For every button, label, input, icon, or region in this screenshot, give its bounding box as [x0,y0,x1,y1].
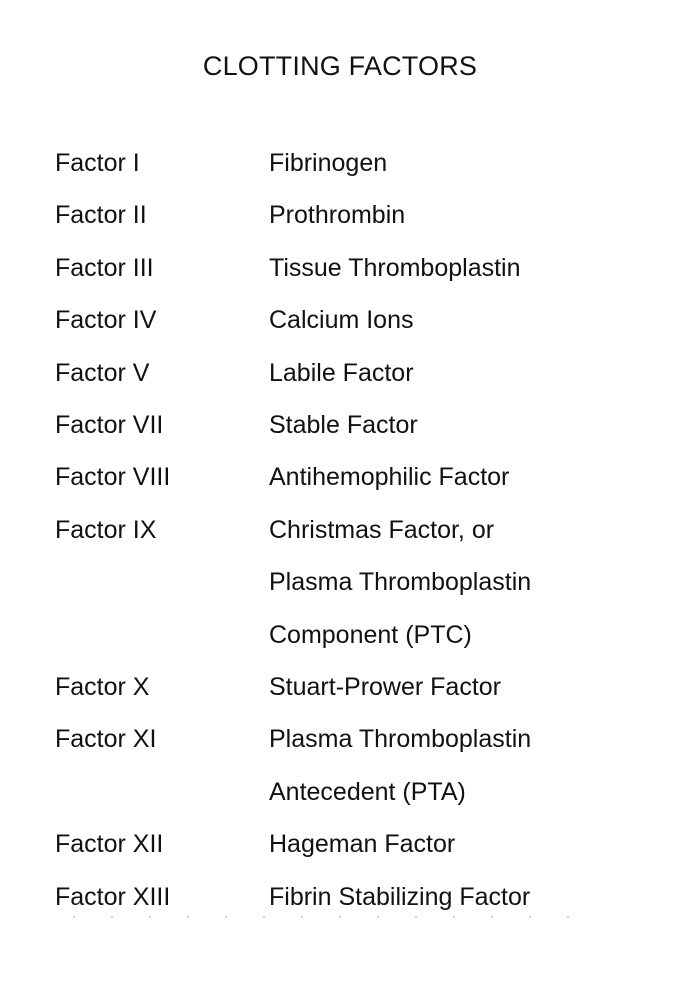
factor-description-line: Calcium Ions [269,306,414,335]
factor-description-line: Antihemophilic Factor [269,463,510,492]
factor-name: Factor V [55,358,150,387]
factor-name: Factor VII [55,411,164,440]
factor-name: Factor VIII [55,463,171,492]
factor-description-line: Fibrinogen [269,149,388,177]
table-row [55,189,655,241]
factor-description-line: Stable Factor [269,411,418,440]
factor-name: Factor IV [55,306,157,335]
factor-description-line: Antecedent (PTA) [269,777,466,806]
factor-name: Factor II [55,201,147,230]
factor-description [269,399,655,451]
factor-name: Factor X [55,673,150,702]
table-row [55,294,655,346]
scan-artifact-line [55,916,595,918]
factor-description-line: Tissue Thromboplastin [269,253,521,282]
factor-name: Factor I [55,149,140,177]
factor-name: Factor III [55,253,154,282]
factor-description [269,242,655,294]
table-row [55,818,655,870]
table-row [55,347,655,399]
factor-table [55,137,655,923]
factor-description-line: Plasma Thromboplastin [269,568,532,597]
factor-description-line: Plasma Thromboplastin [269,725,532,754]
table-row [55,137,655,189]
factor-name: Factor XIII [55,882,171,911]
factor-description-line: Component (PTC) [269,620,472,649]
table-row [55,504,655,661]
factor-description [269,347,655,399]
factor-description [269,661,655,713]
table-row [55,399,655,451]
factor-description-line: Labile Factor [269,358,414,387]
table-row [55,242,655,294]
factor-description-line: Stuart-Prower Factor [269,673,502,702]
factor-description [269,294,655,346]
factor-description [269,189,655,241]
factor-description [269,451,655,503]
factor-name: Factor XII [55,830,164,859]
factor-description-line: Fibrin Stabilizing Factor [269,882,531,911]
factor-description [269,818,655,870]
factor-description [269,504,655,661]
factor-description [269,137,655,189]
table-row [55,713,655,818]
page-title: CLOTTING FACTORS [202,51,478,81]
table-row [55,451,655,503]
factor-description [269,713,655,818]
factor-description-line: Hageman Factor [269,830,456,859]
factor-description-line: Christmas Factor, or [269,515,495,544]
table-row [55,661,655,713]
factor-description-line: Prothrombin [269,201,406,230]
factor-name: Factor XI [55,725,157,754]
factor-name: Factor IX [55,515,157,544]
